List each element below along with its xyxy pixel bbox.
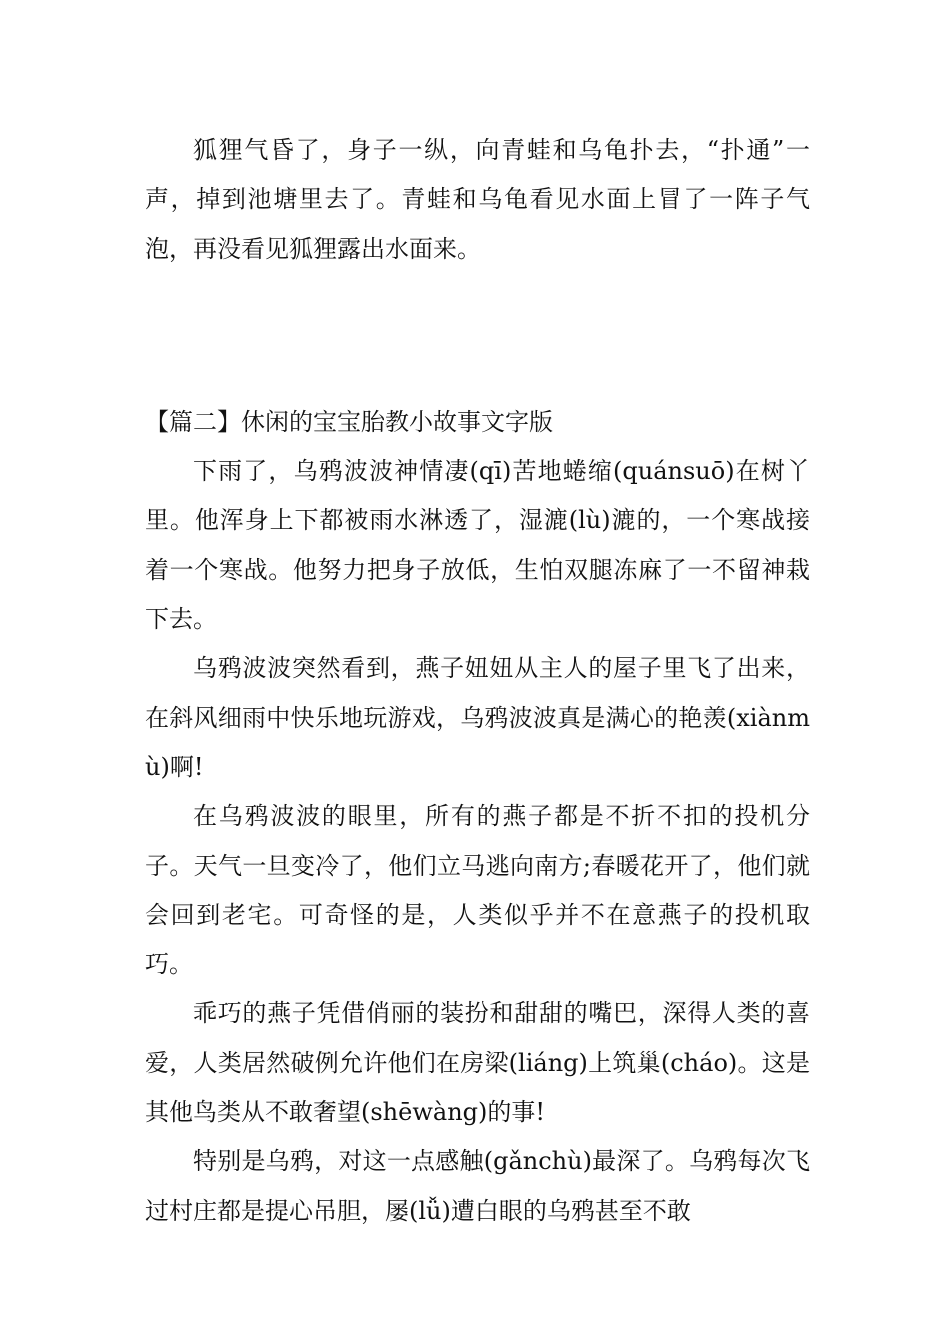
document-body: [145, 126, 810, 1236]
paragraph-4: 乖巧的燕子凭借俏丽的装扮和甜甜的嘴巴，深得人类的喜爱，人类居然破例允许他们在房梁(liáng)上筑巢(cháo)。这是其他鸟类从不敢奢望(shēwàng)的事!: [145, 999, 810, 1127]
paragraph-fox-ending: 狐狸气昏了，身子一纵，向青蛙和乌龟扑去，“扑通”一声，掉到池塘里去了。青蛙和乌龟看见水面上冒了一阵子气泡，再没看见狐狸露出水面来。: [145, 136, 810, 263]
section-heading: 【篇二】休闲的宝宝胎教小故事文字版: [145, 407, 553, 436]
paragraph-2: 乌鸦波波突然看到，燕子妞妞从主人的屋子里飞了出来，在斜风细雨中快乐地玩游戏，乌鸦波波真是满心的艳羡(xiànmù)啊!: [145, 654, 810, 781]
paragraph-1: 下雨了，乌鸦波波神情凄(qī)苦地蜷缩(quánsuō)在树丫里。他浑身上下都被雨水淋透了，湿漉(lù)漉的，一个寒战接着一个寒战。他努力把身子放低，生怕双腿冻麻了一不留神栽下去。: [145, 457, 810, 634]
paragraph-5: 特别是乌鸦，对这一点感触(gǎnchù)最深了。乌鸦每次飞过村庄都是提心吊胆，屡(lǚ)遭白眼的乌鸦甚至不敢: [145, 1147, 810, 1225]
section-gap: [145, 274, 810, 398]
paragraph-3: 在乌鸦波波的眼里，所有的燕子都是不折不扣的投机分子。天气一旦变冷了，他们立马逃向南方;春暖花开了，他们就会回到老宅。可奇怪的是，人类似乎并不在意燕子的投机取巧。: [145, 802, 810, 979]
